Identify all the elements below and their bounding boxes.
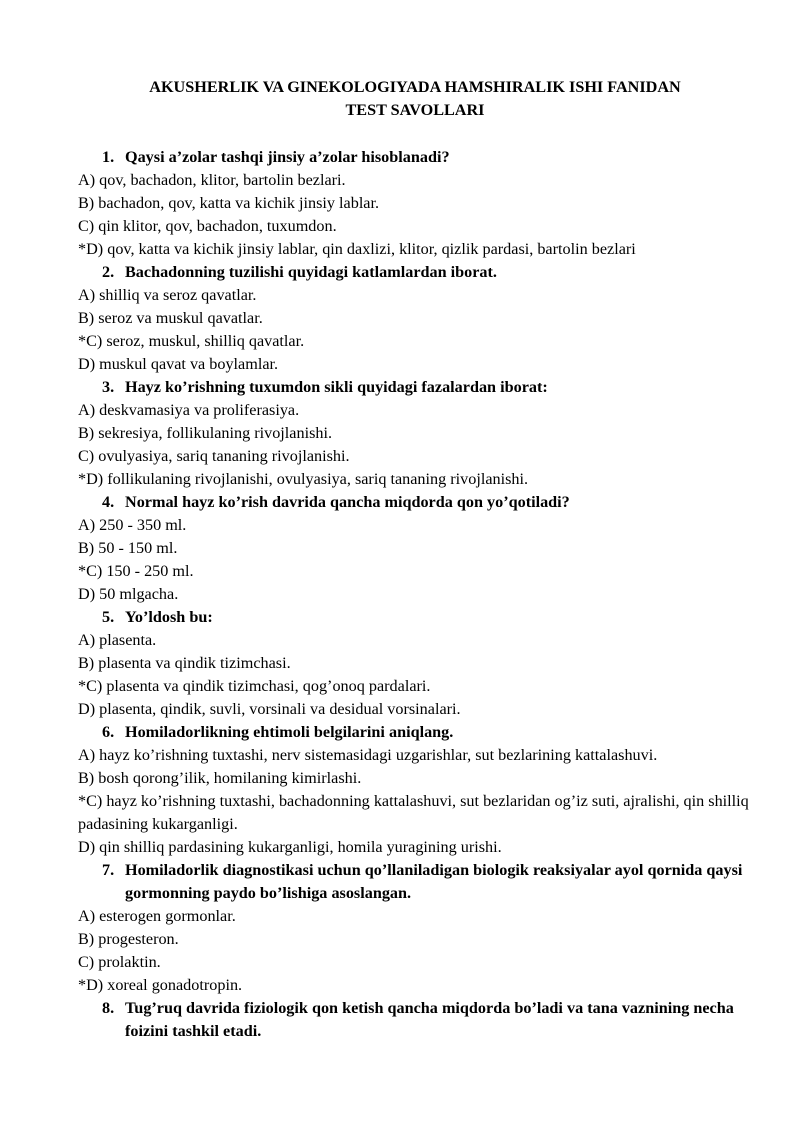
question-number: 8. (102, 999, 115, 1017)
question-text (78, 491, 760, 514)
question-label: Hayz ko’rishning tuxumdon sikli quyidagi fazalardan iborat: (125, 378, 548, 396)
question-block (78, 146, 760, 261)
answer-option: *D) qov, katta va kichik jinsiy lablar, qin daxlizi, klitor, qizlik pardasi, bartolin bezlari (78, 240, 636, 258)
question-number: 4. (102, 493, 115, 511)
question-text (78, 261, 760, 284)
answer-option: B) plasenta va qindik tizimchasi. (78, 654, 291, 672)
answer-option: A) hayz ko’rishning tuxtashi, nerv sistemasidagi uzgarishlar, sut bezlarining kattalashuvi. (78, 746, 658, 764)
question-number: 2. (102, 263, 115, 281)
question-block (78, 859, 760, 997)
answer-option: B) 50 - 150 ml. (78, 539, 178, 557)
answer-option: B) sekresiya, follikulaning rivojlanishi. (78, 424, 333, 442)
question-text (78, 997, 760, 1043)
question-label: Bachadonning tuzilishi quyidagi katlamlardan iborat. (125, 263, 497, 281)
title-line-2: TEST SAVOLLARI (345, 101, 485, 119)
question-label: Homiladorlik diagnostikasi uchun qo’llaniladigan biologik reaksiyalar ayol qornida qaysi gormonning paydo bo’lishiga asoslangan. (125, 861, 743, 902)
answer-option: *D) xoreal gonadotropin. (78, 976, 243, 994)
question-block (78, 376, 760, 491)
question-text (78, 859, 760, 905)
question-number: 7. (102, 861, 115, 879)
question-number: 6. (102, 723, 115, 741)
answer-option: A) qov, bachadon, klitor, bartolin bezlari. (78, 171, 346, 189)
answer-option: C) ovulyasiya, sariq tananing rivojlanishi. (78, 447, 350, 465)
answer-option: *C) 150 - 250 ml. (78, 562, 194, 580)
answer-option: D) plasenta, qindik, suvli, vorsinali va desidual vorsinalari. (78, 700, 461, 718)
question-list (78, 146, 760, 1043)
answer-option: B) bachadon, qov, katta va kichik jinsiy lablar. (78, 194, 380, 212)
answer-option: A) plasenta. (78, 631, 157, 649)
question-block (78, 997, 760, 1043)
answer-option: C) prolaktin. (78, 953, 161, 971)
answer-option: D) qin shilliq pardasining kukarganligi, homila yuragining urishi. (78, 838, 502, 856)
question-number: 5. (102, 608, 115, 626)
question-text (78, 606, 760, 629)
answer-option: A) 250 - 350 ml. (78, 516, 187, 534)
question-label: Qaysi a’zolar tashqi jinsiy a’zolar hisoblanadi? (125, 148, 450, 166)
answer-option: *C) plasenta va qindik tizimchasi, qog’onoq pardalari. (78, 677, 431, 695)
answer-option: D) muskul qavat va boylamlar. (78, 355, 279, 373)
question-text (78, 146, 760, 169)
question-text (78, 721, 760, 744)
question-label: Yo’ldosh bu: (125, 608, 213, 626)
answer-option: B) progesteron. (78, 930, 179, 948)
question-block (78, 606, 760, 721)
question-text (78, 376, 760, 399)
answer-option: B) bosh qorong’ilik, homilaning kimirlashi. (78, 769, 362, 787)
answer-option: *C) seroz, muskul, shilliq qavatlar. (78, 332, 305, 350)
question-block (78, 721, 760, 859)
document-title (78, 76, 760, 122)
question-number: 1. (102, 148, 115, 166)
answer-option: D) 50 mlgacha. (78, 585, 179, 603)
title-line-1: AKUSHERLIK VA GINEKOLOGIYADA HAMSHIRALIK ISHI FANIDAN (149, 78, 681, 96)
answer-option: B) seroz va muskul qavatlar. (78, 309, 263, 327)
answer-option: A) esterogen gormonlar. (78, 907, 236, 925)
question-label: Homiladorlikning ehtimoli belgilarini aniqlang. (125, 723, 454, 741)
answer-option: A) shilliq va seroz qavatlar. (78, 286, 257, 304)
question-label: Normal hayz ko’rish davrida qancha miqdorda qon yo’qotiladi? (125, 493, 570, 511)
question-number: 3. (102, 378, 115, 396)
answer-option: C) qin klitor, qov, bachadon, tuxumdon. (78, 217, 337, 235)
answer-option: A) deskvamasiya va proliferasiya. (78, 401, 300, 419)
answer-option: *C) hayz ko’rishning tuxtashi, bachadonning kattalashuvi, sut bezlaridan og’iz suti, ajralishi, qin shilliq padasining kukarganligi. (78, 792, 749, 833)
question-block (78, 491, 760, 606)
question-block (78, 261, 760, 376)
question-label: Tug’ruq davrida fiziologik qon ketish qancha miqdorda bo’ladi va tana vaznining necha foizini tashkil etadi. (125, 999, 734, 1040)
answer-option: *D) follikulaning rivojlanishi, ovulyasiya, sariq tananing rivojlanishi. (78, 470, 529, 488)
